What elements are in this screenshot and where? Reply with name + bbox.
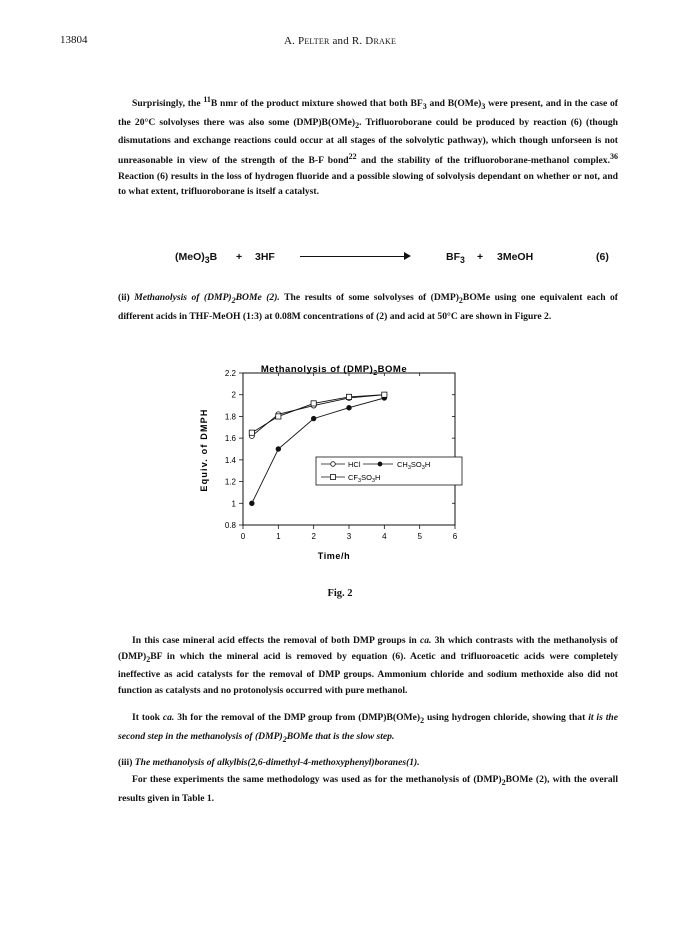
page-number: 13804 (60, 34, 88, 46)
x-tick-label: 3 (346, 532, 352, 541)
equation-reactant-2: 3HF (255, 251, 275, 263)
x-tick-label: 6 (452, 532, 458, 541)
section-title-ii: Methanolysis of $(DMP)_2BOMe$ (2). (134, 292, 280, 305)
para3-text-3: BF in which the mineral acid is removed by equation (6). Acetic and trifluoroacetic acids were completely ineffective as acid catalysts for the removal of DMP groups. Ammonium chloride and sodium methoxide also did not function as catalysts and no protonolysis occurred with pure methanol. (118, 650, 618, 696)
x-tick-label: 4 (382, 532, 387, 541)
axis-ticks (225, 369, 458, 541)
y-tick-label: 1.2 (224, 477, 236, 487)
series-line-1 (252, 398, 385, 503)
y-axis-label: Equiv. of DMPH (199, 408, 209, 492)
section-label-ii: (ii) (118, 292, 135, 303)
para4-text-2: 3h for the removal of the DMP group from (DMP)B(OMe) (174, 712, 421, 723)
section-title-iii: The methanolysis of alkylbis(2,6-dimethyl-4-methoxyphenyl)boranes(1). (134, 757, 420, 768)
para2-text-b: BOMe using one equivalent each of different acids in THF-MeOH (1:3) at 0.08M concentrations of (2) and acid at 50°C are shown in Figure 2. (118, 292, 618, 322)
y-tick-label: 1.4 (224, 455, 236, 465)
para1-text-3: and B(OMe) (426, 98, 482, 110)
equation-reactant-1: $(MeO)_3B$ (175, 251, 218, 266)
legend-ch3so3h-label: $CH_3SO_3H$ (397, 460, 431, 471)
x-tick-label: 1 (276, 532, 281, 541)
series-line-2 (252, 395, 385, 433)
para1-text-7: Reaction (6) results in the loss of hydrogen fluoride and a possible slowing of solvolysis dependant on whether or not, and to what extent, trifluoroborane is itself a catalyst. (118, 170, 618, 198)
data-point-1 (276, 446, 281, 451)
y-tick-label: 2.2 (224, 369, 236, 378)
series-layer (249, 392, 387, 506)
equation-plus-2: + (477, 251, 484, 263)
y-tick-label: 1.8 (224, 412, 236, 422)
data-point-2 (311, 401, 316, 406)
y-tick-label: 0.8 (224, 521, 236, 530)
equation-plus-1: + (236, 251, 243, 263)
paragraph-5 (118, 755, 618, 771)
author1-rest: elter (304, 35, 330, 47)
author2-rest: rake (373, 35, 397, 47)
para3-text-2: 3h which contrasts with the methanolysis of (DMP) (118, 635, 618, 662)
para3-sub: 2 (146, 654, 151, 664)
equation-number: (6) (596, 251, 609, 263)
para1-sub-4: 2 (355, 120, 360, 130)
chart-title: Methanolysis of $(DMP)_2BOMe$ (260, 364, 408, 377)
y-tick-label: 1 (231, 499, 236, 509)
data-point-2 (276, 414, 281, 419)
author-and: and (332, 35, 349, 47)
legend-ch3so3h-marker (378, 462, 383, 467)
para4-sub: 2 (420, 715, 425, 725)
para4-text-3: using hydrogen chloride, showing that (424, 712, 589, 723)
para1-sub-2: 3 (422, 102, 427, 112)
para1-sub-3: 3 (481, 102, 486, 112)
para2-text-a: The results of some solvolyses of (DMP) (279, 292, 459, 303)
para6-text-1: For these experiments the same methodology was used as for the methanolysis of (DMP) (132, 774, 502, 785)
y-tick-label: 1.6 (224, 434, 236, 444)
para1-sup-1: 11 (203, 95, 211, 104)
data-point-2 (346, 394, 351, 399)
x-tick-label: 2 (311, 532, 316, 541)
para1-sup-6: 36 (609, 151, 618, 161)
para6-sub: 2 (501, 777, 506, 787)
author2-initial: R. D (351, 35, 374, 47)
para3-italic-ca: ca. (419, 635, 432, 646)
author1-initial: A. P (283, 35, 305, 47)
x-tick-label: 0 (240, 532, 246, 541)
legend-hcl-label: HCl (348, 460, 361, 469)
legend-cf3so3h-label: $CF_3SO_3H$ (348, 473, 381, 484)
para3-text-1: In this case mineral acid effects the removal of both DMP groups in (132, 635, 420, 646)
x-axis-label: Time/h (317, 551, 351, 561)
paragraph-3 (118, 633, 618, 698)
equation-product-2: 3MeOH (497, 251, 534, 263)
para4-text-1: It took (132, 712, 163, 723)
para1-text-4: were present, and in the case of the 20°C solvolyses there was also some (DMP)B(OMe) (118, 98, 618, 128)
series-line-0 (252, 395, 385, 436)
equation-product-1: $BF_3$ (446, 251, 465, 266)
data-point-1 (311, 416, 316, 421)
data-point-2 (382, 392, 387, 397)
para1-text-2: B nmr of the product mixture showed that both BF (210, 98, 423, 110)
legend-box (316, 457, 462, 485)
para1-text-1: Surprisingly, the (132, 98, 204, 110)
legend-cf3so3h-marker (331, 475, 336, 480)
figure-caption: Fig. 2 (327, 588, 353, 599)
x-tick-label: 5 (417, 532, 422, 541)
data-point-1 (346, 405, 351, 410)
para1-sup-5: 22 (348, 151, 357, 161)
para4-italic-claim: it is the second step in the methanolysis of $(DMP)_2BOMe$ that is the slow step. (118, 712, 618, 744)
para1-text-6: and the stability of the trifluoroborane-methanol complex. (356, 154, 610, 166)
para6-text-2: BOMe (2), with the overall results given in Table 1. (118, 774, 618, 804)
para4-italic-ca: ca. (162, 712, 175, 723)
y-tick-label: 2 (231, 390, 236, 400)
paragraph-6 (118, 772, 618, 806)
data-point-2 (249, 430, 254, 435)
section-label-iii: (iii) (118, 757, 135, 768)
para1-text-5: . Trifluoroborane could be produced by reaction (6) (though dismutations and exchange reactions could occur at all stages of the solvolytic pathway), which though unforseen is not unreasonable in view of the strength of the B-F bond (118, 116, 618, 166)
para2-sub: 2 (458, 295, 463, 305)
chart-legend (316, 457, 462, 485)
legend-hcl-marker (331, 462, 336, 467)
data-point-1 (249, 501, 254, 506)
paragraph-4 (118, 710, 618, 747)
